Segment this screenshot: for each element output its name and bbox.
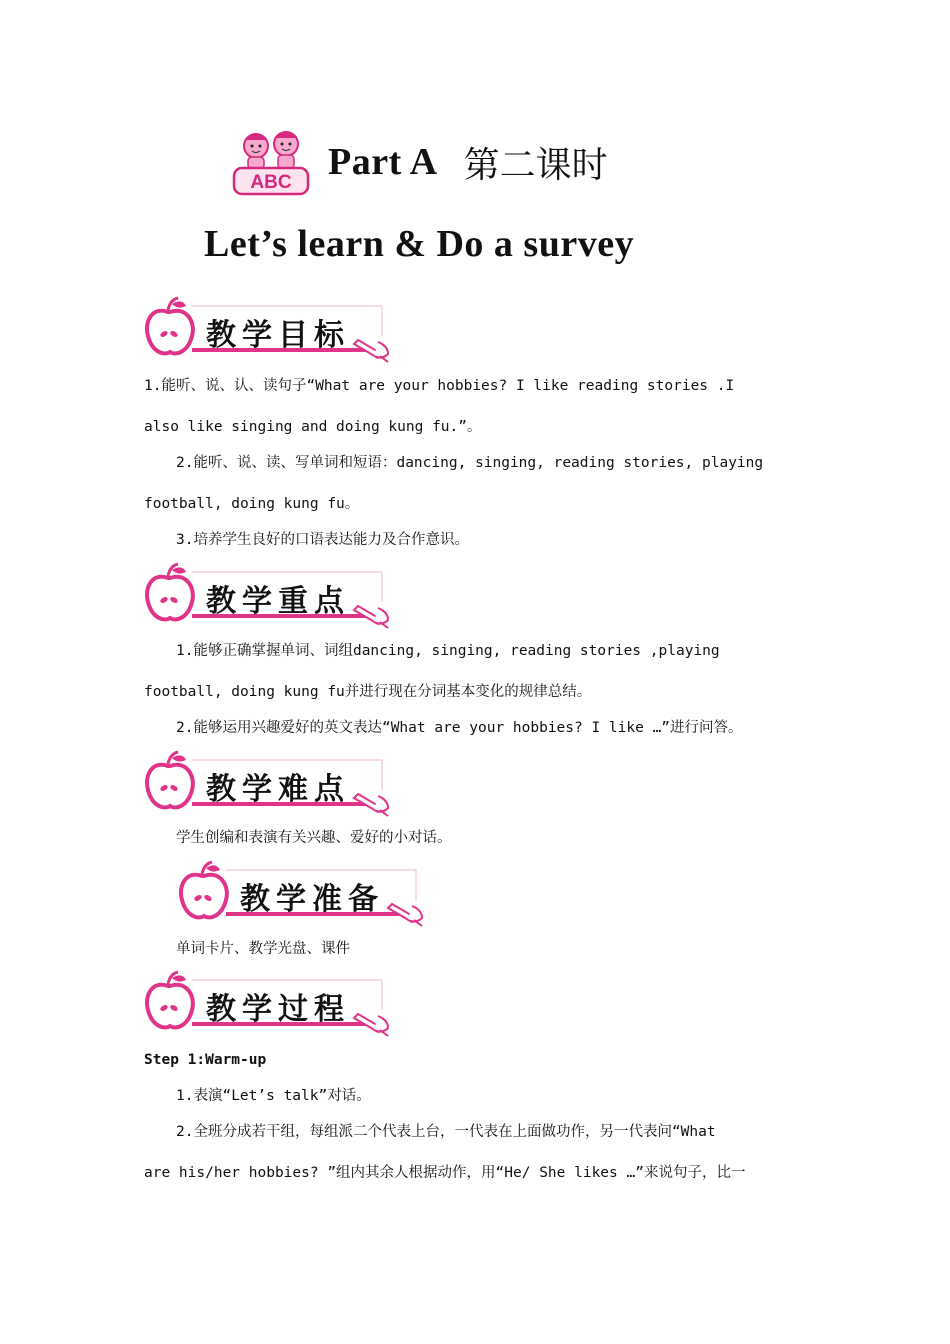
- section-title: 教学重点: [206, 584, 350, 619]
- abc-kids-logo: [228, 124, 320, 200]
- section-title: 教学过程: [206, 992, 350, 1027]
- apple-icon: [147, 972, 193, 1027]
- apple-icon: [147, 564, 193, 619]
- key-point-2: 2.能够运用兴趣爱好的英文表达“What are your hobbies? I like …”进行问答。: [176, 720, 743, 736]
- step1-item1: 1.表演“Let’s talk”对话。: [176, 1088, 371, 1104]
- section-title: 教学难点: [206, 772, 350, 807]
- difficulties-text: 学生创编和表演有关兴趣、爱好的小对话。: [176, 830, 452, 846]
- section-header-key-points: [142, 562, 402, 630]
- section-header-objectives: [142, 296, 402, 364]
- section-header-process: [142, 970, 402, 1038]
- objective-2-line1: 2.能听、说、读、写单词和短语：dancing, singing, reading stories, playing: [176, 455, 764, 471]
- objective-1-line1: 1.能听、说、认、读句子“What are your hobbies? I like reading stories .I: [144, 378, 735, 394]
- section-title: 教学准备: [240, 882, 384, 917]
- title-row: [228, 122, 608, 202]
- part-title-cn: 第二课时: [463, 144, 608, 186]
- key-point-1-line1: 1.能够正确掌握单词、词组dancing, singing, reading stories ,playing: [176, 643, 720, 659]
- section-header-difficulties: [142, 750, 402, 818]
- section-header-preparation: [176, 860, 436, 928]
- section-title: 教学目标: [206, 318, 350, 353]
- objective-1-line2: also like singing and doing kung fu.”。: [144, 419, 482, 435]
- apple-icon: [147, 752, 193, 807]
- objective-3: 3.培养学生良好的口语表达能力及合作意识。: [176, 532, 469, 548]
- step1-item2-line1: 2.全班分成若干组，每组派二个代表上台，一代表在上面做功作，另一代表问“What: [176, 1124, 716, 1140]
- lesson-subtitle: Let’s learn & Do a survey: [204, 223, 635, 265]
- key-point-1-line2: football, doing kung fu并进行现在分词基本变化的规律总结。: [144, 684, 592, 700]
- objective-2-line2: football, doing kung fu。: [144, 496, 360, 512]
- preparation-text: 单词卡片、教学光盘、课件: [176, 941, 350, 957]
- abc-logo-text: ABC: [250, 172, 292, 193]
- step1-item2-line2: are his/her hobbies? ”组内其余人根据动作，用“He/ She likes …”来说句子，比一: [144, 1165, 746, 1181]
- step1-title: Step 1:Warm-up: [144, 1052, 267, 1068]
- apple-icon: [181, 862, 227, 917]
- part-title: Part A: [328, 141, 438, 183]
- apple-icon: [147, 298, 193, 353]
